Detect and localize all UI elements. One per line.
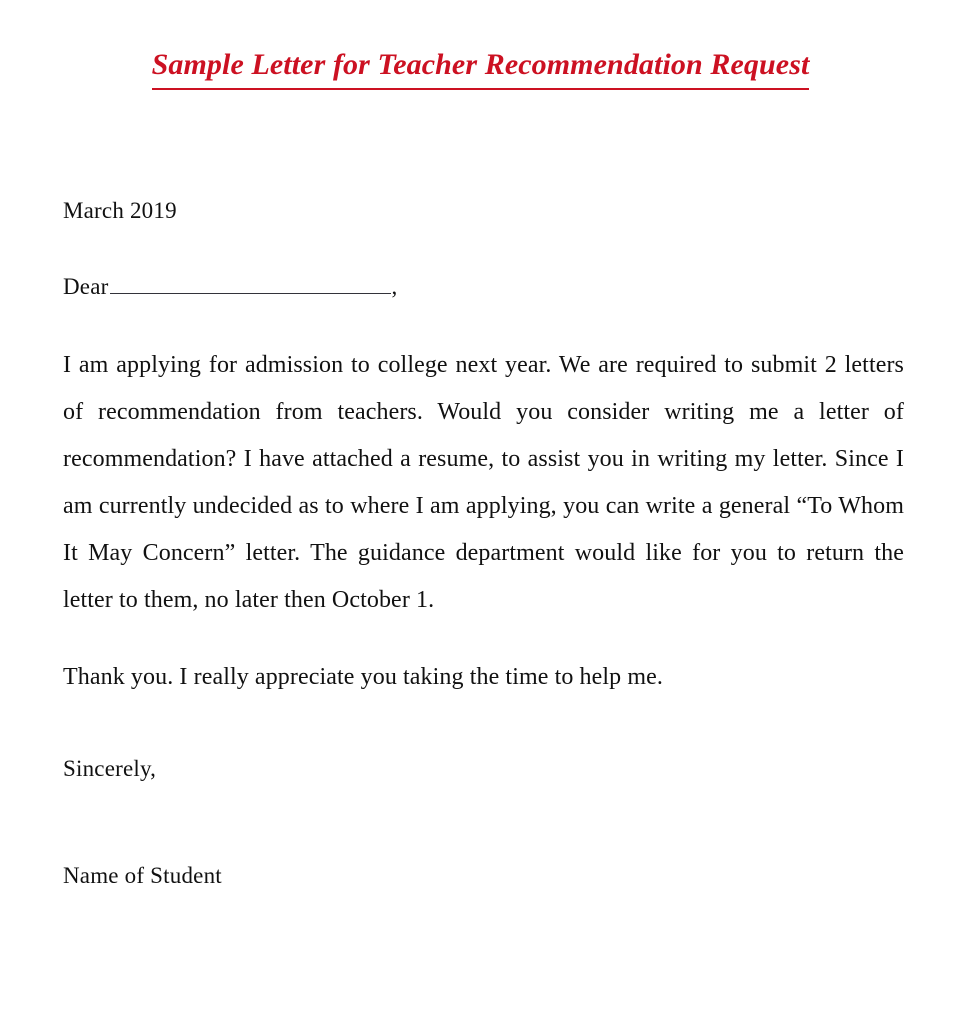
salutation-punctuation: , bbox=[391, 274, 398, 299]
letter-closing: Sincerely, bbox=[63, 756, 157, 781]
page-title: Sample Letter for Teacher Recommendation Request bbox=[152, 48, 810, 90]
salutation-greeting: Dear bbox=[63, 274, 109, 299]
letter-signature-name: Name of Student bbox=[63, 863, 222, 888]
document-title-container bbox=[0, 48, 961, 90]
letter-body-container bbox=[63, 196, 904, 891]
recipient-name-blank[interactable] bbox=[110, 276, 391, 294]
letter-date: March 2019 bbox=[63, 198, 177, 223]
letter-body-paragraph: I am applying for admission to college next year. We are required to submit 2 letters of recommendation from teachers. Would you consider writing me a letter of recommendation? I have attached a resume, to assist you in writing my letter. Since I am currently undecided as to where I am applying, you can write a general “To Whom It May Concern” letter. The guidance department would like for you to return the letter to them, no later then October 1. bbox=[63, 352, 904, 613]
letter-salutation bbox=[63, 272, 904, 302]
letter-thanks-paragraph: Thank you. I really appreciate you taking the time to help me. bbox=[63, 664, 664, 690]
